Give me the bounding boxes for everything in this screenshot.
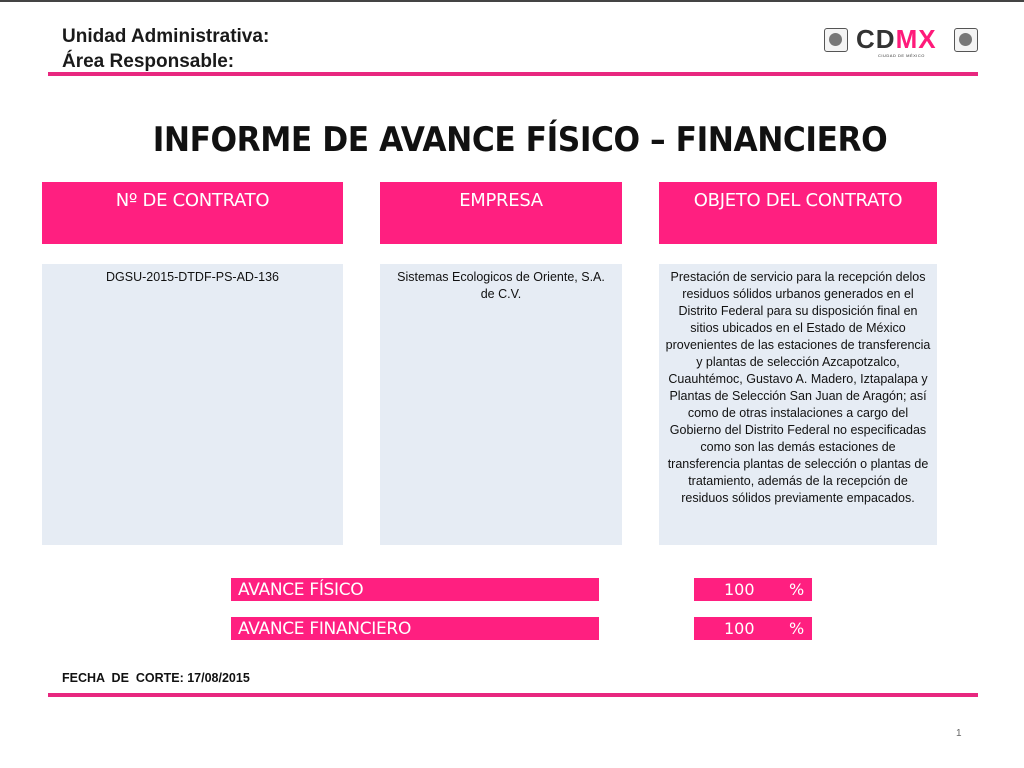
page-title: INFORME DE AVANCE FÍSICO – FINANCIERO xyxy=(152,120,888,160)
avance-fisico-number: 100 xyxy=(724,580,755,599)
logo-group xyxy=(822,26,982,56)
objeto-cell xyxy=(659,264,937,545)
empresa-cell xyxy=(380,264,622,545)
government-seal-icon xyxy=(824,28,848,52)
empresa-header: EMPRESA xyxy=(380,182,622,244)
avance-financiero-number: 100 xyxy=(724,619,755,638)
contrato-header: Nº DE CONTRATO xyxy=(42,182,343,244)
contrato-cell xyxy=(42,264,343,545)
cdmx-logo: CDMX xyxy=(856,24,937,54)
header-divider xyxy=(48,72,978,76)
header-block xyxy=(62,24,269,74)
secretaria-seal-icon xyxy=(954,28,978,52)
avance-fisico-value xyxy=(694,578,812,601)
fecha-corte: FECHA DE CORTE: 17/08/2015 xyxy=(62,671,250,685)
avance-fisico-label: AVANCE FÍSICO xyxy=(231,578,599,601)
empresa-value: Sistemas Ecologicos de Oriente, S.A. de C.V. xyxy=(397,270,605,301)
avance-financiero-value xyxy=(694,617,812,640)
footer-divider xyxy=(48,693,978,697)
cdmx-logo-subtitle: CIUDAD DE MÉXICO xyxy=(878,53,925,58)
page-number: 1 xyxy=(956,728,962,739)
avance-financiero-unit: % xyxy=(789,619,805,638)
unidad-administrativa-label: Unidad Administrativa: xyxy=(62,26,270,47)
objeto-header: OBJETO DEL CONTRATO xyxy=(659,182,937,244)
avance-financiero-label: AVANCE FINANCIERO xyxy=(231,617,599,640)
avance-fisico-unit: % xyxy=(789,580,805,599)
contrato-value: DGSU-2015-DTDF-PS-AD-136 xyxy=(106,270,279,284)
area-responsable-label: Área Responsable: xyxy=(62,51,235,72)
top-border xyxy=(0,0,1024,2)
objeto-value: Prestación de servicio para la recepción delos residuos sólidos urbanos generados en el Distrito Federal para su disposición final en sitios ubicados en el Estado de México provenientes de las estaciones de transferencia y plantas de selección Azcapotzalco, Cuauhtémoc, Gustavo A. Madero, Iztapalapa y Plantas de Selección San Juan de Aragón; así como de otras instalaciones a cargo del Gobierno del Distrito Federal no especificadas como son las demás estaciones de transferencia plantas de selección o plantas de tratamiento, además de la recepción de residuos sólidos previamente empacados. xyxy=(665,270,931,505)
